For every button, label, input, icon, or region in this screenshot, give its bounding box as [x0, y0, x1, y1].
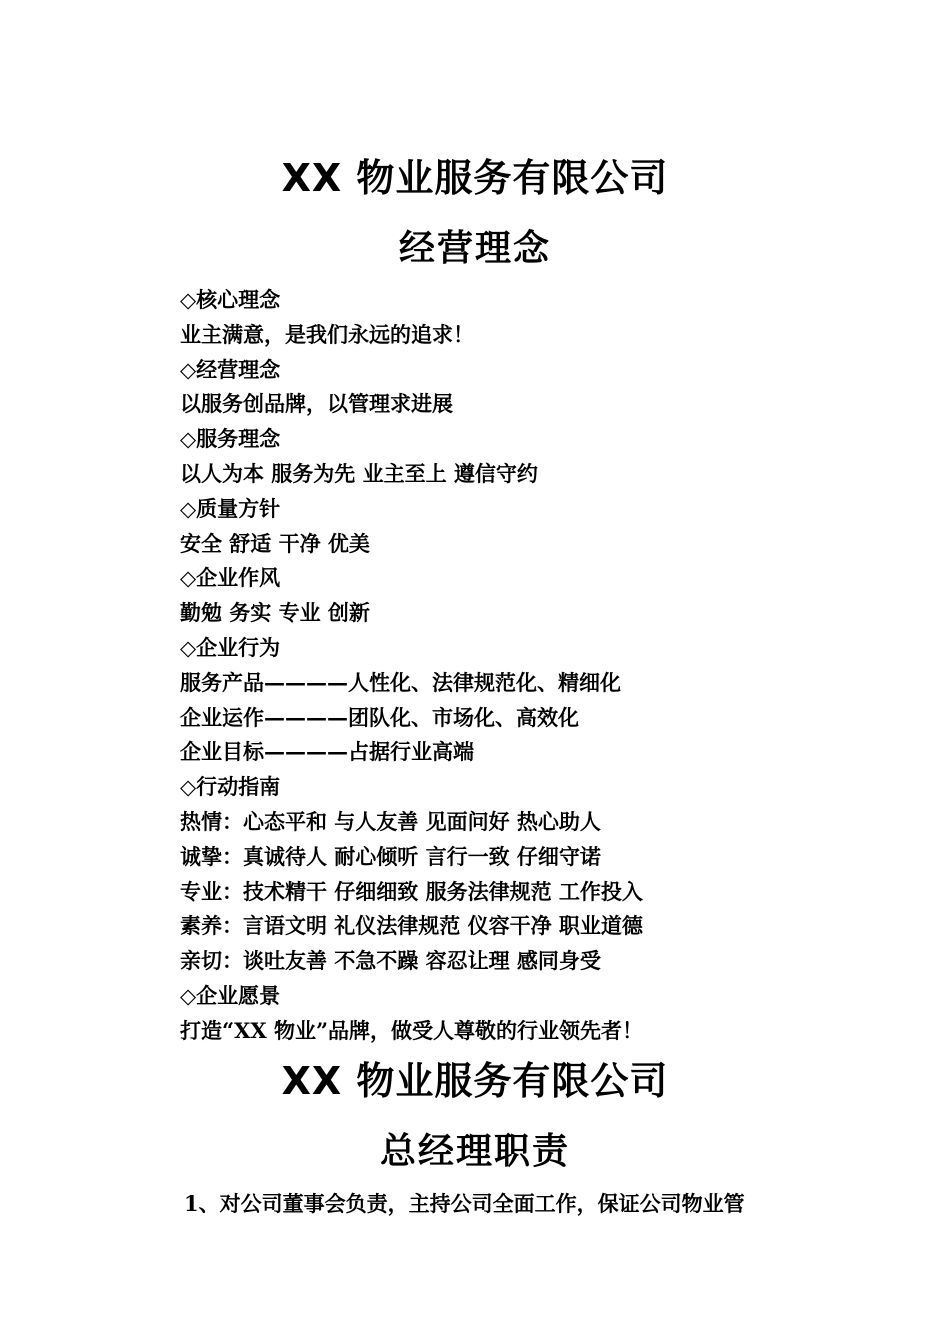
list-item: 打造“XX 物业”品牌，做受人尊敬的行业领先者！ — [180, 1017, 644, 1043]
section-heading-gm-duties: 总经理职责 — [379, 1130, 570, 1172]
company-title-2: XX 物业服务有限公司 — [281, 1059, 669, 1103]
list-item: 安全 舒适 干净 优美 — [180, 530, 370, 556]
company-title: XX 物业服务有限公司 — [281, 156, 669, 200]
list-item: 业主满意，是我们永远的追求！ — [180, 321, 474, 347]
list-item: 企业目标————占据行业高端 — [180, 739, 474, 765]
list-item: 亲切：谈吐友善 不急不躁 容忍让理 感同身受 — [180, 948, 601, 974]
section-heading-business-philosophy: 经营理念 — [398, 227, 551, 269]
list-item: 热情：心态平和 与人友善 见面问好 热心助人 — [180, 808, 601, 834]
list-item: 服务产品————人性化、法律规范化、精细化 — [180, 669, 621, 695]
list-item: 企业运作————团队化、市场化、高效化 — [180, 704, 579, 730]
list-item: ◇行动指南 — [180, 774, 281, 800]
list-item: 诚挚：真诚待人 耐心倾听 言行一致 仔细守诺 — [180, 843, 601, 869]
philosophy-list — [180, 283, 900, 1049]
list-item: ◇服务理念 — [180, 426, 281, 452]
list-item: ◇企业愿景 — [180, 982, 281, 1008]
list-item: ◇质量方针 — [180, 495, 281, 521]
list-item: 以人为本 服务为先 业主至上 遵信守约 — [180, 460, 538, 486]
duty-item: 1、对公司董事会负责，主持公司全面工作，保证公司物业管 — [184, 1191, 745, 1216]
list-item: 勤勉 务实 专业 创新 — [180, 600, 370, 626]
list-item: 以服务创品牌，以管理求进展 — [180, 391, 453, 417]
list-item: ◇企业行为 — [180, 634, 281, 660]
list-item: ◇核心理念 — [180, 287, 281, 312]
list-item: 专业：技术精干 仔细细致 服务法律规范 工作投入 — [180, 878, 643, 904]
list-item: 素养：言语文明 礼仪法律规范 仪容干净 职业道德 — [180, 913, 643, 939]
list-item: ◇企业作风 — [180, 565, 281, 591]
list-item: ◇经营理念 — [180, 356, 281, 382]
